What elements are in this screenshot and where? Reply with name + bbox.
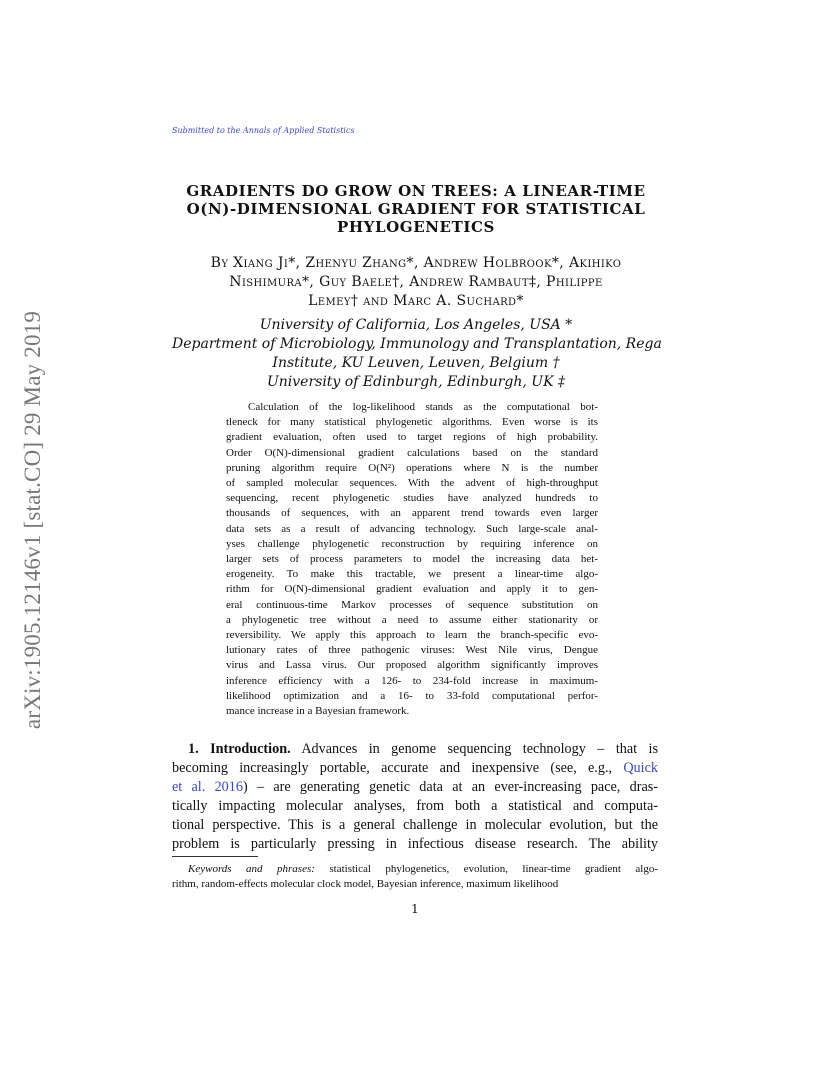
abstract-line: erogeneity. To make this tractable, we present a linear-time algo- xyxy=(226,568,598,581)
abstract-line: data sets as a result of advancing technology. Such large-scale anal- xyxy=(226,522,598,535)
intro-text: ) – are generating genetic data at an ever-increasing pace, dras- xyxy=(242,779,658,795)
abstract-line: mance increase in a Bayesian framework. xyxy=(226,705,410,718)
affiliation-line: University of California, Los Angeles, USA * xyxy=(259,317,573,333)
section-heading: 1. Introduction. xyxy=(188,741,291,757)
affiliations xyxy=(172,316,660,392)
keywords-line xyxy=(172,862,658,877)
intro-text: Advances in genome sequencing technology – that is xyxy=(301,741,659,757)
abstract-line: a phylogenetic tree without a need to assume either stationarity or xyxy=(226,613,598,626)
abstract-line: eral continuous-time Markov processes of sequence substitution on xyxy=(226,598,598,611)
title-line: PHYLOGENETICS xyxy=(337,218,495,236)
abstract-line: lutionary rates of three pathogenic viruses: West Nile virus, Dengue xyxy=(226,644,598,657)
citation-link[interactable]: et al. 2016 xyxy=(172,779,243,795)
author-line: Lemey† and Marc A. Suchard* xyxy=(308,293,524,309)
abstract xyxy=(226,400,598,719)
abstract-line: gradient evaluation, often used to target regions of high probability. xyxy=(226,431,598,444)
citation-link[interactable]: Quick xyxy=(623,760,658,776)
author-line: By Xiang Ji*, Zhenyu Zhang*, Andrew Holbrook*, Akihiko xyxy=(210,255,622,271)
keywords-label: Keywords and phrases: xyxy=(188,863,315,875)
abstract-line: Order O(N)-dimensional gradient calculations based on the standard xyxy=(226,446,598,459)
arxiv-identifier-stamp xyxy=(8,260,58,780)
intro-line xyxy=(172,740,658,759)
affiliation-line: University of Edinburgh, Edinburgh, UK ‡ xyxy=(266,374,566,390)
intro-line xyxy=(172,778,658,797)
intro-line: problem is particularly pressing in infectious disease research. The ability xyxy=(172,836,658,852)
abstract-line: virus and Lassa virus. Our proposed algorithm significantly improves xyxy=(226,659,598,672)
abstract-line: Calculation of the log-likelihood stands as the computational bot- xyxy=(248,401,598,413)
affiliation-line: Department of Microbiology, Immunology and Transplantation, Rega xyxy=(172,336,662,352)
abstract-line: thousands of sequences, with an apparent trend towards even larger xyxy=(226,507,598,520)
keywords-text: statistical phylogenetics, evolution, linear-time gradient algo- xyxy=(329,863,659,875)
intro-line: tional perspective. This is a general challenge in molecular evolution, but the xyxy=(172,817,658,833)
keywords-footnote xyxy=(172,862,658,892)
title-line: O(N)-DIMENSIONAL GRADIENT FOR STATISTICAL xyxy=(186,200,646,218)
arxiv-id-text: arXiv:1905.12146v1 [stat.CO] 29 May 2019 xyxy=(20,310,45,730)
paper-title xyxy=(172,182,660,236)
page-number: 1 xyxy=(411,902,419,916)
journal-header-link[interactable]: Submitted to the Annals of Applied Statistics xyxy=(172,126,355,135)
intro-line xyxy=(172,759,658,778)
affiliation-line: Institute, KU Leuven, Leuven, Belgium † xyxy=(272,355,560,371)
abstract-line: pruning algorithm require O(N²) operations where N is the number xyxy=(226,461,598,474)
abstract-line: reversibility. We apply this approach to learn the branch-specific evo- xyxy=(226,629,598,642)
abstract-line: sequencing, recent phylogenetic studies have analyzed hundreds to xyxy=(226,492,598,505)
abstract-line: inference efficiency with a 126- to 234-fold increase in maximum- xyxy=(226,674,598,687)
abstract-line: of sampled molecular sequences. With the advent of high-throughput xyxy=(226,477,598,490)
intro-text: becoming increasingly portable, accurate and inexpensive (see, e.g., xyxy=(172,760,613,776)
keywords-line: rithm, random-effects molecular clock model, Bayesian inference, maximum likelihood xyxy=(172,878,559,890)
abstract-line: tleneck for many statistical phylogenetic algorithms. Even worse is its xyxy=(226,416,598,429)
abstract-line: yses challenge phylogenetic reconstruction by requiring inference on xyxy=(226,537,598,550)
author-line: Nishimura*, Guy Baele†, Andrew Rambaut‡, Philippe xyxy=(229,274,603,290)
intro-line: tically impacting molecular analyses, from both a statistical and computa- xyxy=(172,798,658,814)
title-line: GRADIENTS DO GROW ON TREES: A LINEAR-TIME xyxy=(186,182,646,200)
footnote-divider xyxy=(172,856,258,857)
abstract-line: likelihood optimization and a 16- to 33-fold computational perfor- xyxy=(226,689,598,702)
author-list xyxy=(172,254,660,311)
introduction-section xyxy=(172,740,658,854)
abstract-line: rithm for O(N)-dimensional gradient evaluation and apply it to gen- xyxy=(226,583,598,596)
abstract-line: larger sets of process parameters to model the increasing data het- xyxy=(226,553,598,566)
